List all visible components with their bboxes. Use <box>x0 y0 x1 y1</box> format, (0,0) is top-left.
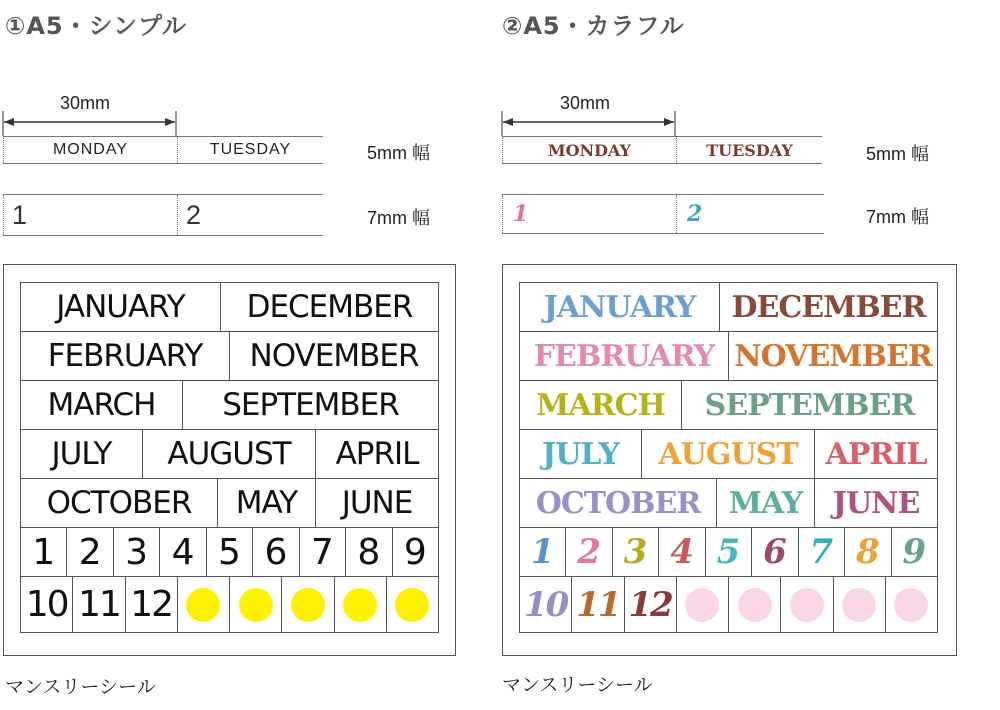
month-sticker: AUGUST <box>641 429 815 479</box>
circle-dot-icon <box>395 588 429 622</box>
number-sticker: 10 <box>519 576 572 633</box>
number-sticker: 2 <box>565 527 612 577</box>
month-sticker: JANUARY <box>20 282 221 332</box>
date-label: 2 <box>177 195 323 235</box>
month-sticker: MARCH <box>519 380 682 430</box>
number-sticker: 6 <box>751 527 798 577</box>
number-sticker: 1 <box>20 527 67 577</box>
panel1-measure-arrow-icon <box>0 108 180 138</box>
dot-sticker <box>780 576 833 633</box>
dot-sticker <box>676 576 729 633</box>
panel2-5mm-label: 5mm 幅 <box>866 144 929 164</box>
panel1-7mm-label: 7mm 幅 <box>367 208 430 228</box>
circle-dot-icon <box>685 588 719 622</box>
number-sticker: 3 <box>612 527 659 577</box>
month-sticker: NOVEMBER <box>728 331 938 381</box>
panel2-measure-label: 30mm <box>560 93 611 113</box>
circle-dot-icon <box>343 588 377 622</box>
number-sticker: 5 <box>705 527 752 577</box>
number-sticker: 7 <box>299 527 346 577</box>
month-sticker: APRIL <box>315 429 439 479</box>
panel2-title: ②A5・カラフル <box>502 12 685 40</box>
day-label: MONDAY <box>3 137 177 163</box>
month-sticker: NOVEMBER <box>229 331 439 381</box>
circle-dot-icon <box>186 588 220 622</box>
panel1-5mm-label: 5mm 幅 <box>367 143 430 163</box>
number-sticker: 10 <box>20 576 73 633</box>
dot-sticker <box>281 576 334 633</box>
number-sticker: 11 <box>571 576 624 633</box>
number-sticker: 8 <box>345 527 392 577</box>
number-sticker: 1 <box>519 527 566 577</box>
dot-sticker <box>177 576 230 633</box>
circle-dot-icon <box>291 588 325 622</box>
month-sticker: SEPTEMBER <box>681 380 938 430</box>
number-sticker: 3 <box>113 527 160 577</box>
month-sticker: OCTOBER <box>20 478 218 528</box>
panel1-date-strip <box>3 194 323 236</box>
month-sticker: DECEMBER <box>220 282 439 332</box>
dot-sticker <box>885 576 938 633</box>
date-label: 1 <box>502 195 676 233</box>
month-sticker: JANUARY <box>519 282 720 332</box>
panel2-date-strip <box>502 194 824 234</box>
circle-dot-icon <box>738 588 772 622</box>
panel2-sticker-sheet <box>502 264 957 656</box>
month-sticker: MAY <box>716 478 815 528</box>
number-sticker: 12 <box>125 576 178 633</box>
day-label: TUESDAY <box>676 137 822 163</box>
day-label: MONDAY <box>502 137 676 163</box>
date-label: 2 <box>676 195 824 233</box>
month-sticker: MAY <box>217 478 316 528</box>
dot-sticker <box>334 576 387 633</box>
number-sticker: 9 <box>891 527 938 577</box>
month-sticker: JULY <box>20 429 143 479</box>
panel2-measure-arrow-icon <box>499 108 679 138</box>
number-sticker: 8 <box>844 527 891 577</box>
number-sticker: 5 <box>206 527 253 577</box>
month-sticker: FEBRUARY <box>20 331 230 381</box>
number-sticker: 12 <box>624 576 677 633</box>
month-sticker: DECEMBER <box>719 282 938 332</box>
panel2-caption: マンスリーシール <box>502 674 653 696</box>
dot-sticker <box>386 576 439 633</box>
month-sticker: JUNE <box>315 478 439 528</box>
month-sticker: AUGUST <box>142 429 316 479</box>
dot-sticker <box>229 576 282 633</box>
month-sticker: JUNE <box>814 478 938 528</box>
month-sticker: APRIL <box>814 429 938 479</box>
circle-dot-icon <box>842 588 876 622</box>
date-label: 1 <box>3 195 177 235</box>
panel1-sticker-sheet <box>3 264 456 656</box>
month-sticker: JULY <box>519 429 642 479</box>
day-label: TUESDAY <box>177 137 323 163</box>
number-sticker: 4 <box>159 527 206 577</box>
month-sticker: OCTOBER <box>519 478 717 528</box>
panel1-caption: マンスリーシール <box>5 676 156 698</box>
number-sticker: 9 <box>392 527 439 577</box>
dot-sticker <box>728 576 781 633</box>
panel1-day-strip <box>3 136 323 164</box>
number-sticker: 4 <box>658 527 705 577</box>
number-sticker: 2 <box>66 527 113 577</box>
panel2-day-strip <box>502 136 822 164</box>
circle-dot-icon <box>894 588 928 622</box>
panel2-7mm-label: 7mm 幅 <box>866 207 929 227</box>
month-sticker: MARCH <box>20 380 183 430</box>
circle-dot-icon <box>239 588 273 622</box>
circle-dot-icon <box>790 588 824 622</box>
dot-sticker <box>833 576 886 633</box>
number-sticker: 7 <box>798 527 845 577</box>
month-sticker: FEBRUARY <box>519 331 729 381</box>
panel1-measure-label: 30mm <box>60 93 111 113</box>
number-sticker: 6 <box>252 527 299 577</box>
number-sticker: 11 <box>72 576 125 633</box>
month-sticker: SEPTEMBER <box>182 380 439 430</box>
panel1-title: ①A5・シンプル <box>5 12 188 40</box>
